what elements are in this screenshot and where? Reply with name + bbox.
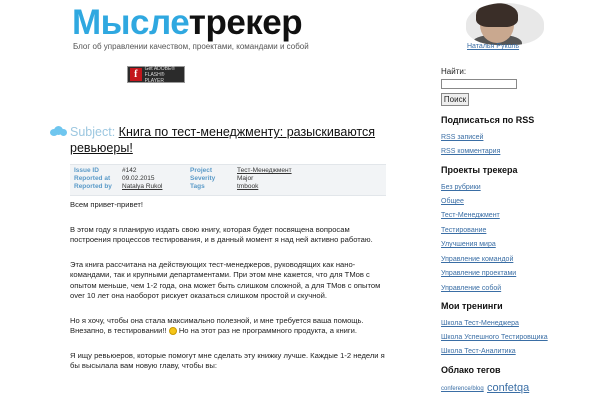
paragraph: Я ищу ревьюеров, которые помогут мне сделать эту книжку лучше. Каждые 1-2 недели я бы высылала вам новую главу, чтобы вы: xyxy=(70,350,385,370)
rss-comments-link[interactable]: RSS комментария xyxy=(441,148,501,155)
category-link[interactable]: Управление собой xyxy=(441,285,502,292)
author-avatar[interactable] xyxy=(466,3,544,45)
tag-cloud-link[interactable]: confetqa xyxy=(487,382,530,394)
training-link[interactable]: Школа Успешного Тестировщика xyxy=(441,334,548,341)
category-link[interactable]: Улучшения мира xyxy=(441,241,496,248)
paragraph: Всем привет-привет! xyxy=(70,200,144,209)
flash-player-badge[interactable] xyxy=(127,66,185,83)
tag-link[interactable]: tmbook xyxy=(237,183,259,190)
flash-badge-line1: Get ADOBE® xyxy=(144,65,176,72)
flash-icon: f xyxy=(130,68,142,81)
project-label: Project xyxy=(190,167,213,174)
reported-at-value: 09.02.2015 xyxy=(122,175,155,182)
category-link[interactable]: Управление проектами xyxy=(441,270,517,277)
cloud-icon xyxy=(50,126,67,136)
project-link[interactable]: Тест-Менеджмент xyxy=(237,167,292,174)
tag-cloud-heading: Облако тегов xyxy=(441,365,501,375)
paragraph xyxy=(70,316,386,337)
site-title-part1: Мысле xyxy=(72,3,189,42)
rss-posts-link[interactable]: RSS записей xyxy=(441,134,484,141)
tag-cloud-link[interactable]: conference/blog xyxy=(441,386,484,392)
site-tagline: Блог об управлении качеством, проектами, командами и собой xyxy=(73,42,309,51)
category-link[interactable]: Тест-Менеджмент xyxy=(441,212,500,219)
search-label: Найти: xyxy=(441,67,467,76)
severity-value: Major xyxy=(237,175,254,182)
post-title xyxy=(70,124,380,156)
author-name-link[interactable]: Наталья Руколь xyxy=(467,43,520,50)
paragraph-text: Но на этот раз не программного продукта, а книги. xyxy=(178,326,358,335)
reported-by-link[interactable]: Natalya Rukol xyxy=(122,183,163,190)
reported-by-label: Reported by xyxy=(74,183,112,190)
subscribe-heading: Подписаться по RSS xyxy=(441,115,535,125)
tags-label: Tags xyxy=(190,183,205,190)
category-link[interactable]: Управление командой xyxy=(441,256,514,263)
post-title-link[interactable]: Книга по тест-менеджменту: разыскиваются ревьюеры! xyxy=(70,125,376,155)
site-title[interactable] xyxy=(72,4,302,42)
post-body xyxy=(70,200,386,386)
category-link[interactable]: Без рубрики xyxy=(441,184,481,191)
issue-id-label: Issue ID xyxy=(74,167,99,174)
severity-label: Severity xyxy=(190,175,216,182)
training-link[interactable]: Школа Тест-Аналитика xyxy=(441,348,516,355)
issue-meta-table xyxy=(70,164,386,196)
category-link[interactable]: Общее xyxy=(441,198,464,205)
smile-icon xyxy=(169,327,177,335)
flash-badge-line2: FLASH® PLAYER xyxy=(144,71,165,84)
trainings-heading: Мои тренинги xyxy=(441,301,503,311)
reported-at-label: Reported at xyxy=(74,175,111,182)
search-input[interactable] xyxy=(441,79,517,89)
subject-label: Subject: xyxy=(70,125,116,139)
training-link[interactable]: Школа Тест-Менеджера xyxy=(441,320,519,327)
paragraph: Эта книга рассчитана на действующих тест-менеджеров, руководящих как нано-командами, так и крупными департаментами. При этом мне кажется, что для TMов с опытом меньше, чем 1-2 года, она может быть слишком сложной, а для TMов с опытом over 10 лет она наоборот рискует оказаться слишком простой и скучной. xyxy=(70,259,381,300)
issue-id-value: #142 xyxy=(122,167,137,174)
site-title-part2: трекер xyxy=(188,3,303,42)
search-button[interactable]: Поиск xyxy=(441,93,469,106)
projects-heading: Проекты трекера xyxy=(441,165,518,175)
category-link[interactable]: Тестирование xyxy=(441,227,487,234)
paragraph: В этом году я планирую издать свою книгу, которая будет посвящена вопросам построения процессов тестирования, и в данный момент я над ней активно работаю. xyxy=(70,224,373,244)
paragraph-text: Но я хочу, чтобы она стала максимально полезной, и мне требуется ваша помощь. Внезапно, в тестировании!! xyxy=(70,315,364,335)
